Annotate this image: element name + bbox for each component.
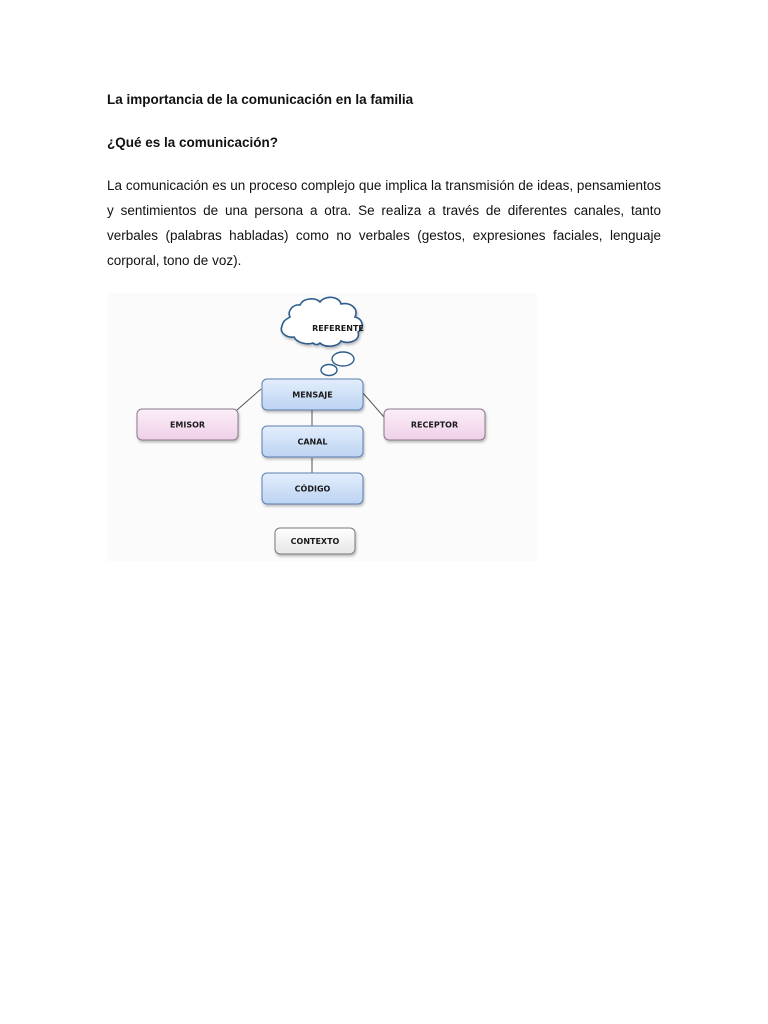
referente-label: REFERENTE	[312, 324, 364, 333]
canal-box	[262, 426, 363, 457]
receptor-label: RECEPTOR	[410, 420, 459, 430]
communication-diagram	[107, 293, 537, 561]
contexto-label: CONTEXTO	[290, 537, 340, 546]
emisor-box	[137, 409, 238, 440]
canal-label: CANAL	[297, 437, 328, 447]
document-title: La importancia de la comunicación en la familia	[107, 92, 414, 107]
mensaje-label: MENSAJE	[292, 390, 333, 400]
mensaje-box	[262, 379, 363, 410]
receptor-box	[384, 409, 485, 440]
body-paragraph: La comunicación es un proceso complejo que implica la transmisión de ideas, pensamientos y sentimientos de una persona a otra. Se realiza a través de diferentes canales, tanto verbales (palabras habladas) como no verbales (gestos, expresiones faciales, lenguaje corporal, tono de voz).	[107, 178, 661, 268]
emisor-label: EMISOR	[169, 420, 206, 430]
referente-cloud	[281, 297, 364, 375]
codigo-label: CÓDIGO	[294, 484, 331, 494]
contexto-box	[275, 528, 355, 554]
section-heading: ¿Qué es la comunicación?	[107, 135, 279, 150]
codigo-box	[262, 473, 363, 504]
